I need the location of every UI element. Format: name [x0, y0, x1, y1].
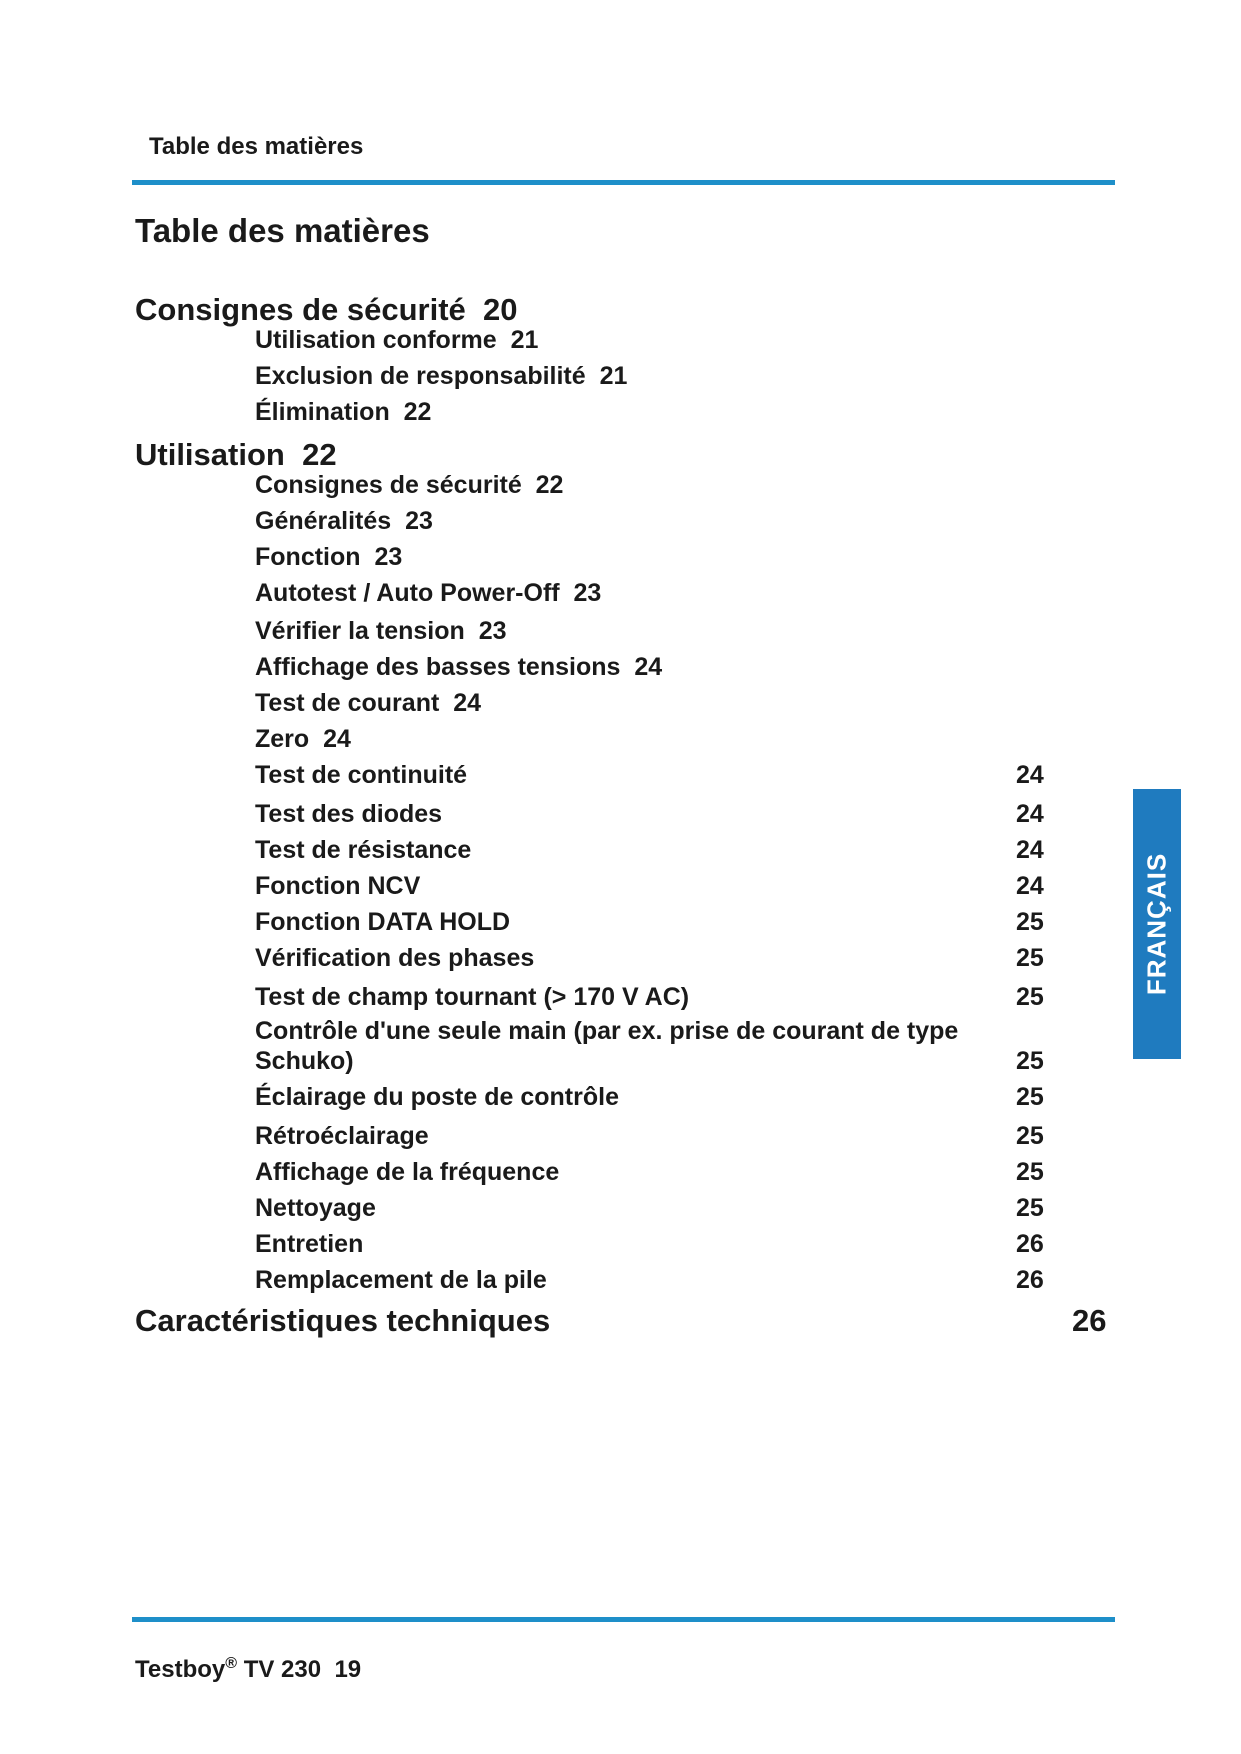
toc-entry-page: 26 — [1016, 1230, 1044, 1258]
toc-entry[interactable] — [255, 725, 351, 754]
toc-entry-label: Généralités — [255, 507, 392, 535]
toc-entry-page: 24 — [1016, 836, 1044, 864]
toc-section-page: 26 — [1072, 1303, 1107, 1338]
toc-entry-label[interactable]: Test des diodes — [255, 800, 443, 828]
toc-entry-label: Vérifier la tension — [255, 617, 465, 645]
toc-entry-label[interactable]: Schuko) — [255, 1047, 354, 1075]
toc-entry-page: 23 — [405, 507, 433, 535]
toc-section-label: Utilisation — [135, 437, 285, 472]
toc-entry[interactable] — [255, 471, 563, 500]
toc-entry-label: Test de courant — [255, 689, 440, 717]
toc-entry-label: Consignes de sécurité — [255, 471, 522, 499]
toc-entry-page: 22 — [535, 471, 564, 499]
toc-section-page: 22 — [302, 437, 337, 472]
registered-mark: ® — [225, 1655, 238, 1672]
toc-entry[interactable] — [255, 617, 507, 646]
toc-section-label: Consignes de sécurité — [135, 292, 466, 327]
toc-entry-page: 25 — [1016, 983, 1044, 1011]
toc-entry-label[interactable]: Contrôle d'une seule main (par ex. prise de courant de type — [255, 1017, 959, 1045]
toc-entry-page: 25 — [1016, 1158, 1044, 1186]
toc-entry[interactable] — [255, 653, 662, 682]
toc-entry-page: 26 — [1016, 1266, 1044, 1294]
toc-entry-label: Autotest / Auto Power-Off — [255, 579, 560, 607]
toc-section-page: 20 — [483, 292, 518, 327]
page-title: Table des matières — [135, 212, 430, 249]
language-tab — [1133, 789, 1181, 1059]
toc-entry-label[interactable]: Test de résistance — [255, 836, 472, 864]
toc-entry-label[interactable]: Entretien — [255, 1230, 364, 1258]
toc-entry-page: 25 — [1016, 1083, 1044, 1111]
toc-entry-label[interactable]: Vérification des phases — [255, 944, 535, 972]
toc-entry[interactable] — [255, 579, 601, 608]
toc-entry-page: 25 — [1016, 1122, 1044, 1150]
toc-entry[interactable] — [255, 543, 402, 572]
footer-rule — [132, 1617, 1115, 1622]
toc-entry-page: 21 — [599, 362, 628, 390]
toc-entry-label[interactable]: Remplacement de la pile — [255, 1266, 547, 1294]
header-rule — [132, 180, 1115, 185]
toc-section-label[interactable]: Caractéristiques techniques — [135, 1303, 551, 1338]
toc-entry-label[interactable]: Test de champ tournant (> 170 V AC) — [255, 983, 690, 1011]
toc-entry[interactable] — [255, 689, 481, 718]
toc-entry-label[interactable]: Éclairage du poste de contrôle — [255, 1083, 619, 1111]
toc-entry-page: 23 — [573, 579, 602, 607]
toc-section[interactable] — [135, 437, 337, 473]
toc-section[interactable] — [135, 292, 518, 328]
running-header: Table des matières — [149, 133, 364, 160]
toc-entry[interactable] — [255, 326, 538, 355]
toc-entry-label: Exclusion de responsabilité — [255, 362, 586, 390]
toc-entry-page: 23 — [374, 543, 403, 571]
toc-entry[interactable] — [255, 362, 627, 391]
toc-entry-label: Fonction — [255, 543, 361, 571]
toc-entry-label[interactable]: Fonction NCV — [255, 872, 421, 900]
toc-entry-label[interactable]: Affichage de la fréquence — [255, 1158, 560, 1186]
toc-entry-page: 23 — [478, 617, 507, 645]
toc-entry-label[interactable]: Test de continuité — [255, 761, 468, 789]
toc-entry[interactable] — [255, 507, 433, 536]
toc-entry-page: 24 — [1016, 761, 1044, 789]
toc-entry-page: 24 — [323, 725, 351, 753]
toc-entry-label[interactable]: Rétroéclairage — [255, 1122, 429, 1150]
toc-entry-page: 24 — [1016, 872, 1044, 900]
toc-entry-label: Utilisation conforme — [255, 326, 497, 354]
toc-entry-page: 24 — [634, 653, 663, 681]
toc-entry-label[interactable]: Fonction DATA HOLD — [255, 908, 511, 936]
toc-entry-page: 22 — [403, 398, 432, 426]
language-tab-label: FRANÇAIS — [1141, 852, 1172, 996]
toc-entry-page: 21 — [510, 326, 539, 354]
toc-entry-label: Affichage des basses tensions — [255, 653, 621, 681]
toc-entry-label: Élimination — [255, 398, 390, 426]
footer-model: TV 230 — [243, 1656, 322, 1683]
toc-entry[interactable] — [255, 398, 431, 427]
toc-entry-page: 24 — [1016, 800, 1044, 828]
footer-page-number: 19 — [334, 1656, 362, 1683]
toc-entry-page: 25 — [1016, 1047, 1044, 1075]
toc-entry-page: 25 — [1016, 1194, 1044, 1222]
toc-entry-page: 25 — [1016, 908, 1044, 936]
toc-entry-label[interactable]: Nettoyage — [255, 1194, 376, 1222]
toc-entry-page: 24 — [453, 689, 482, 717]
footer — [135, 1655, 361, 1684]
toc-entry-label: Zero — [255, 725, 310, 753]
toc-entry-page: 25 — [1016, 944, 1044, 972]
footer-brand: Testboy — [135, 1656, 226, 1683]
